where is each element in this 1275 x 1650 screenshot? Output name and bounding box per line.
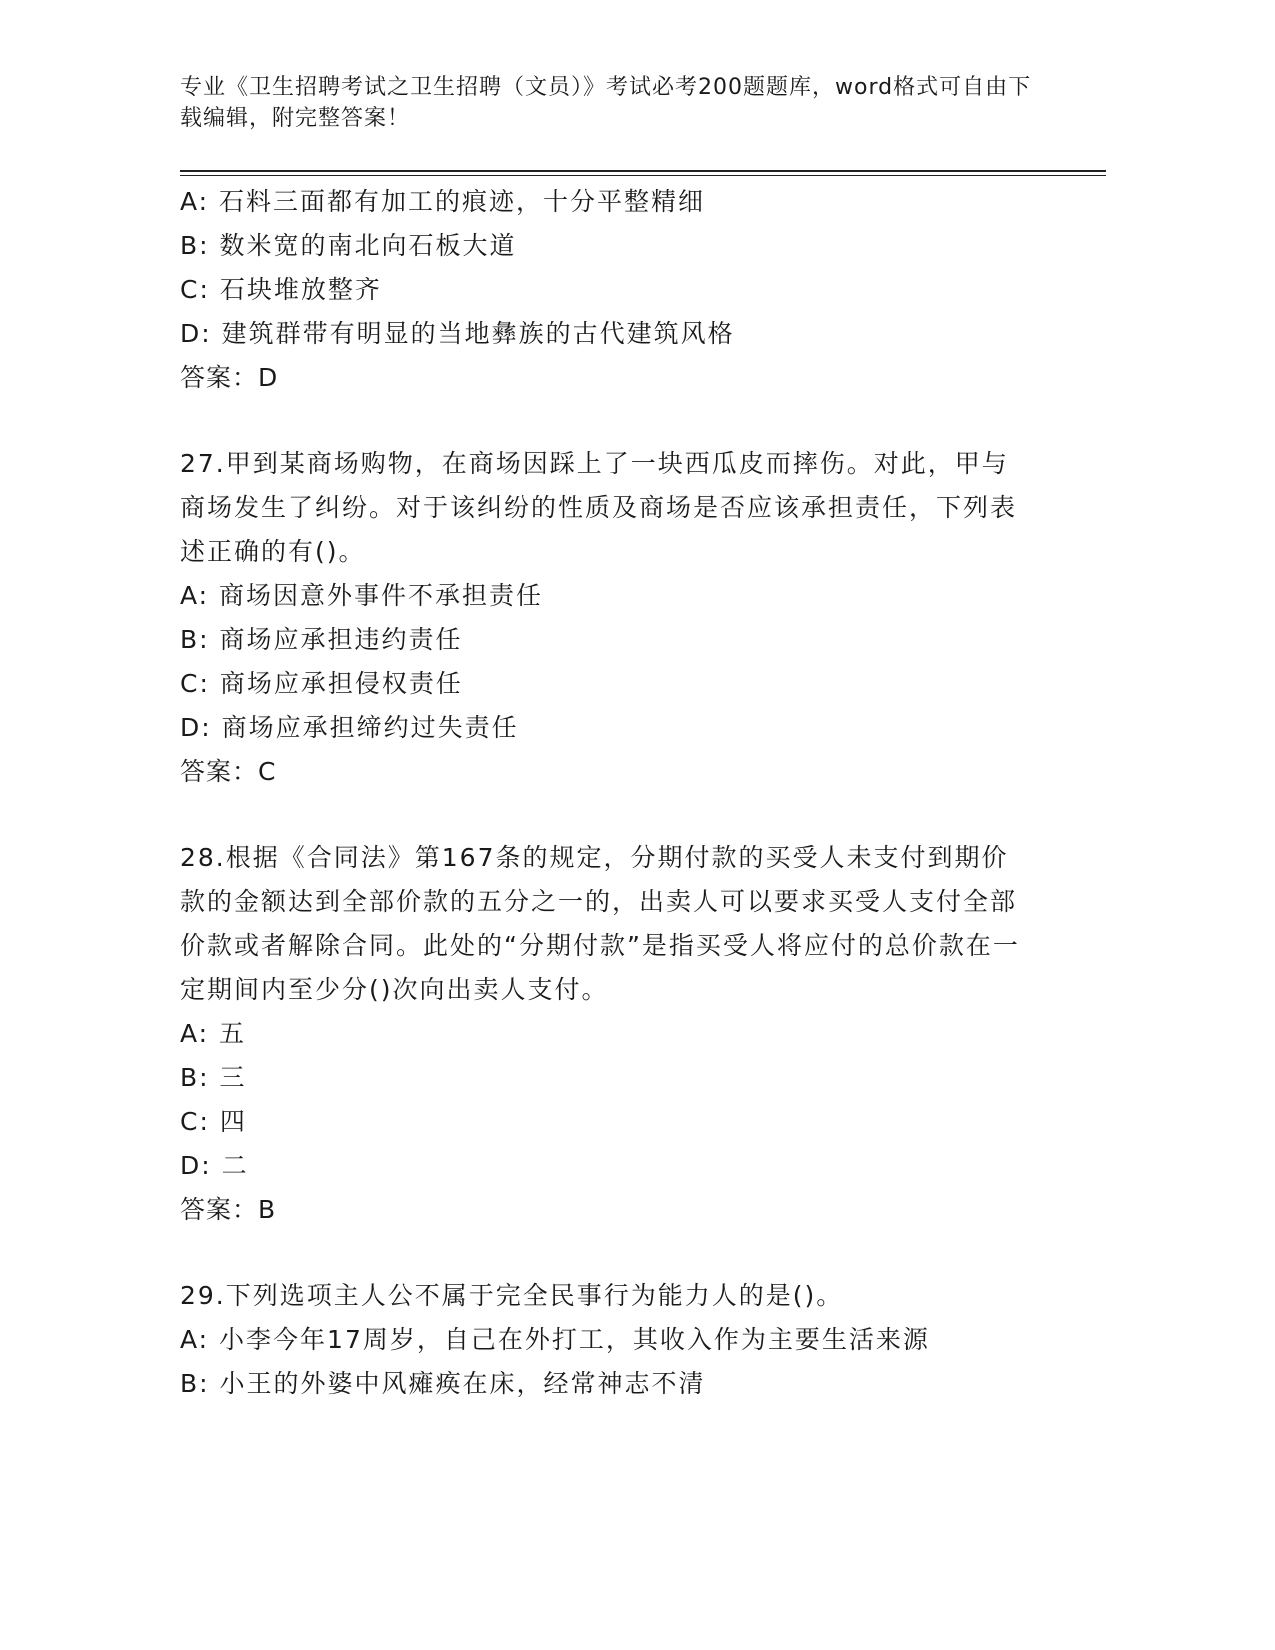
question-28 <box>180 836 1060 1232</box>
option-b: B: 三 <box>180 1063 247 1092</box>
question-27 <box>180 442 1060 794</box>
spacer <box>180 400 1060 442</box>
question-29 <box>180 1274 1060 1406</box>
spacer <box>180 1232 1060 1274</box>
option-c: C: 石块堆放整齐 <box>180 275 382 304</box>
answer-line: 答案：B <box>180 1195 277 1224</box>
option-b: B: 小王的外婆中风瘫痪在床，经常神志不清 <box>180 1369 706 1398</box>
option-a: A: 五 <box>180 1019 247 1048</box>
question-stem: 29.下列选项主人公不属于完全民事行为能力人的是()。 <box>180 1281 844 1310</box>
spacer <box>180 794 1060 836</box>
option-d: D: 建筑群带有明显的当地彝族的古代建筑风格 <box>180 319 735 348</box>
header-rule-thick <box>180 170 1106 172</box>
option-c: C: 四 <box>180 1107 247 1136</box>
option-a: A: 石料三面都有加工的痕迹，十分平整精细 <box>180 187 706 216</box>
question-stem: 27.甲到某商场购物，在商场因踩上了一块西瓜皮而摔伤。对此，甲与商场发生了纠纷。对于该纠纷的性质及商场是否应该承担责任，下列表述正确的有()。 <box>180 449 1018 566</box>
option-c: C: 商场应承担侵权责任 <box>180 669 463 698</box>
question-stem: 28.根据《合同法》第167条的规定，分期付款的买受人未支付到期价款的金额达到全部价款的五分之一的，出卖人可以要求买受人支付全部价款或者解除合同。此处的“分期付款”是指买受人将应付的总价款在一定期间内至少分()次向出卖人支付。 <box>180 843 1020 1004</box>
header-rule-thin <box>180 175 1106 176</box>
option-d: D: 商场应承担缔约过失责任 <box>180 713 519 742</box>
document-header: 专业《卫生招聘考试之卫生招聘（文员）》考试必考200题题库，word格式可自由下载编辑，附完整答案！ <box>180 75 1032 131</box>
question-fragment <box>180 180 1060 400</box>
option-d: D: 二 <box>180 1151 249 1180</box>
answer-line: 答案：D <box>180 363 279 392</box>
document-body <box>180 180 1060 1406</box>
option-a: A: 商场因意外事件不承担责任 <box>180 581 544 610</box>
option-a: A: 小李今年17周岁，自己在外打工，其收入作为主要生活来源 <box>180 1325 930 1354</box>
option-b: B: 商场应承担违约责任 <box>180 625 463 654</box>
option-b: B: 数米宽的南北向石板大道 <box>180 231 517 260</box>
answer-line: 答案：C <box>180 757 277 786</box>
